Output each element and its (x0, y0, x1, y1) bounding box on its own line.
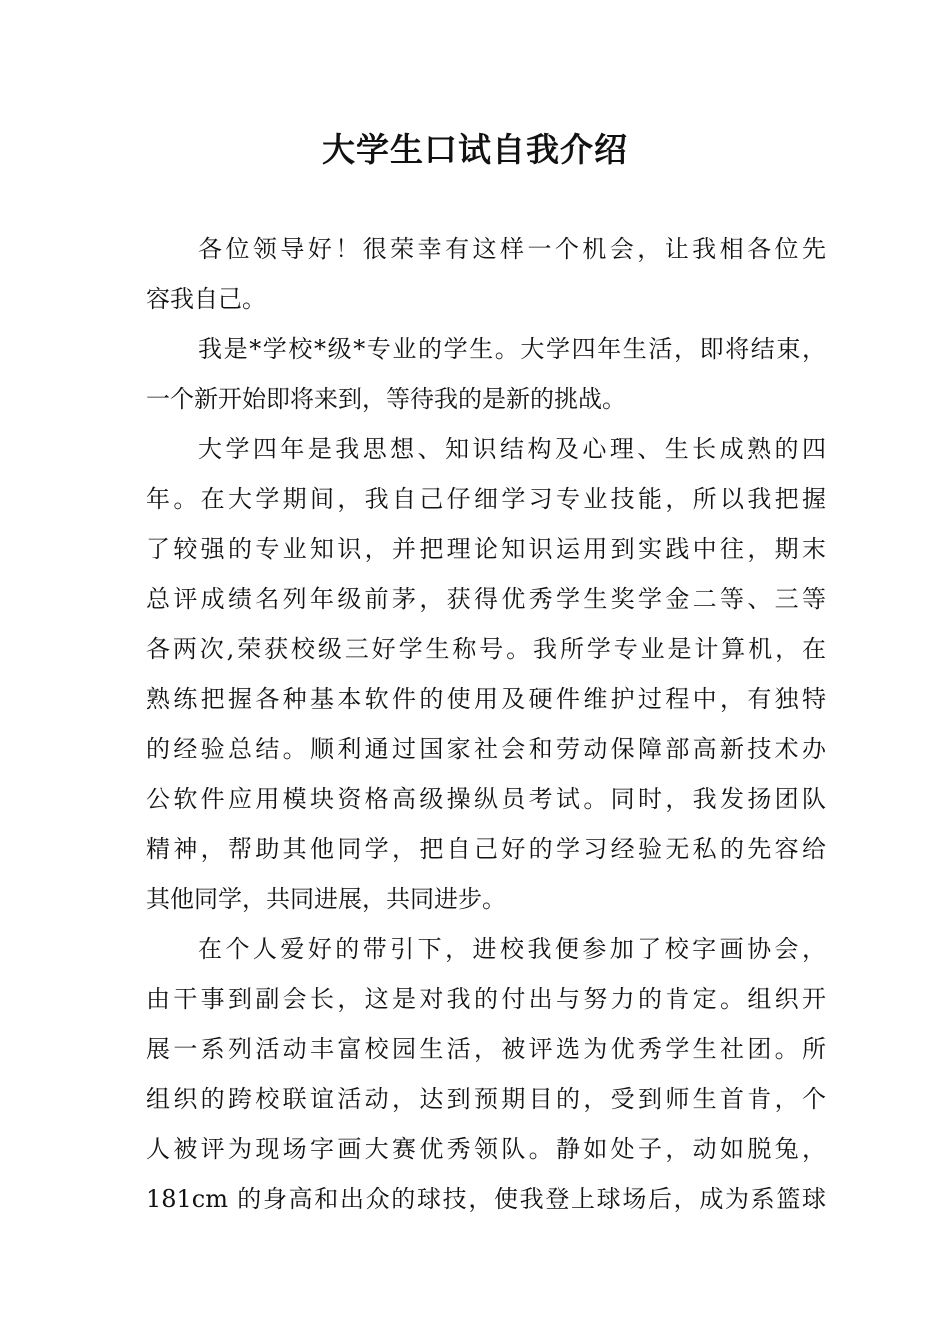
text-line: 了较强的专业知识，并把理论知识运用到实践中往，期末 (146, 535, 826, 563)
text-line: 在个人爱好的带引下，进校我便参加了校字画协会， (198, 935, 826, 963)
text-line: 公软件应用模块资格高级操纵员考试。同时，我发扬团队 (146, 785, 826, 813)
text-line: 181cm 的身高和出众的球技，使我登上球场后，成为系篮球 (146, 1185, 826, 1213)
text-line: 展一系列活动丰富校园生活，被评选为优秀学生社团。所 (146, 1035, 826, 1063)
text-line: 熟练把握各种基本软件的使用及硬件维护过程中，有独特 (146, 685, 826, 713)
text-line: 一个新开始即将来到，等待我的是新的挑战。 (146, 385, 626, 413)
text-line: 我是*学校*级*专业的学生。大学四年生活，即将结束， (198, 335, 826, 363)
text-line: 精神，帮助其他同学，把自己好的学习经验无私的先容给 (146, 835, 826, 863)
text-line: 的经验总结。顺利通过国家社会和劳动保障部高新技术办 (146, 735, 826, 763)
text-line: 各两次,荣获校级三好学生称号。我所学专业是计算机，在 (146, 635, 826, 663)
text-line: 各位领导好！很荣幸有这样一个机会，让我相各位先 (198, 235, 826, 263)
document-body (146, 224, 826, 1224)
text-line: 容我自己。 (146, 285, 266, 313)
document-title: 大学生口试自我介绍 (322, 130, 628, 169)
text-line: 人被评为现场字画大赛优秀领队。静如处子，动如脱兔， (146, 1135, 826, 1163)
text-line: 总评成绩名列年级前茅，获得优秀学生奖学金二等、三等 (146, 585, 826, 613)
text-line: 组织的跨校联谊活动，达到预期目的，受到师生首肯，个 (146, 1085, 826, 1113)
text-line: 年。在大学期间，我自己仔细学习专业技能，所以我把握 (146, 485, 826, 513)
text-line: 其他同学，共同进展，共同进步。 (146, 885, 506, 913)
text-line: 大学四年是我思想、知识结构及心理、生长成熟的四 (198, 435, 826, 463)
text-line: 由干事到副会长，这是对我的付出与努力的肯定。组织开 (146, 985, 826, 1013)
